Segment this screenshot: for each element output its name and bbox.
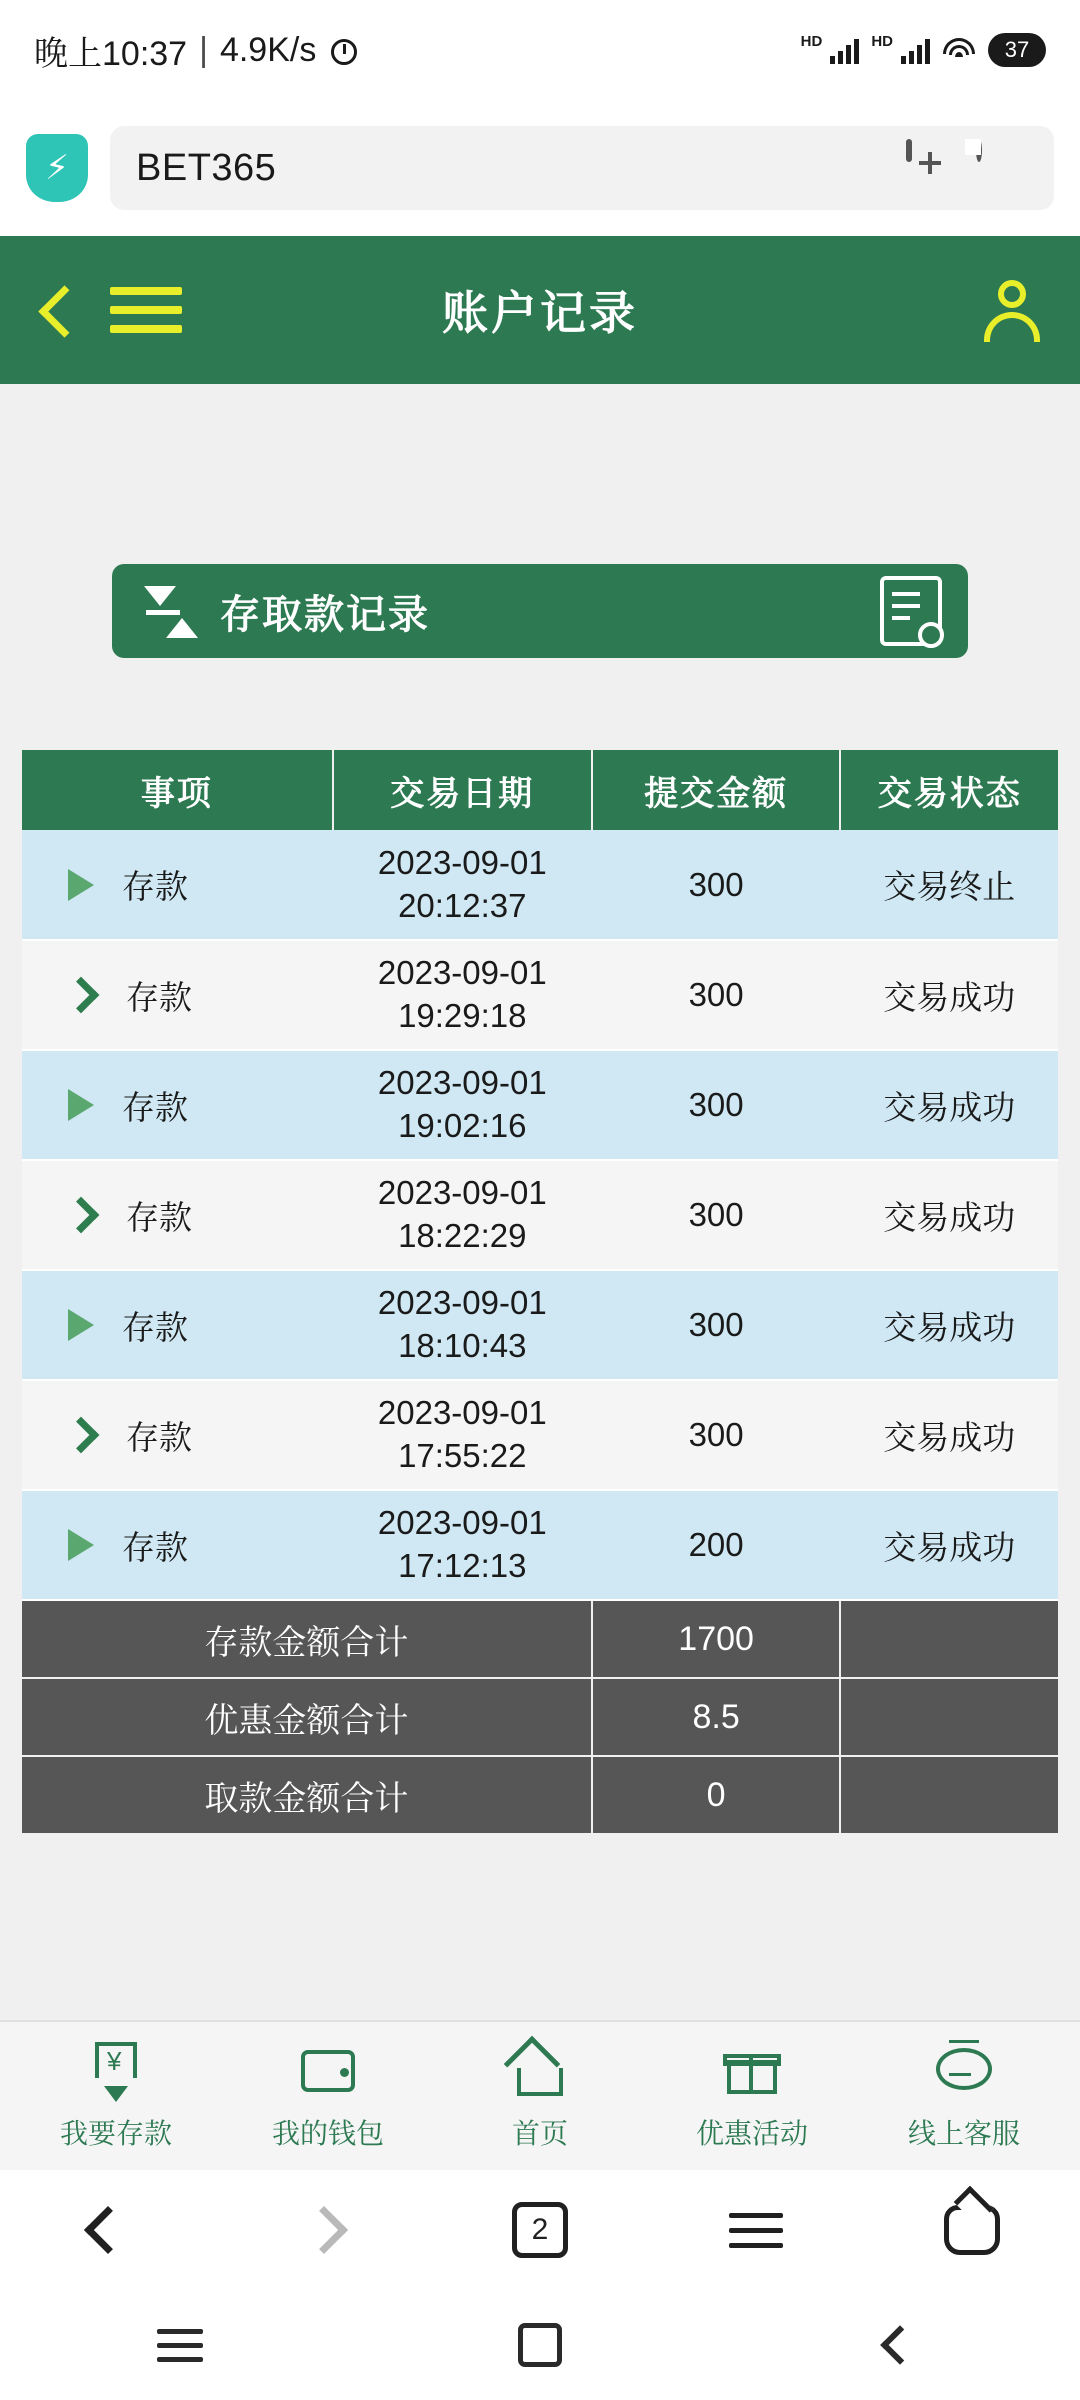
cell-status: 交易成功 — [840, 1380, 1058, 1490]
system-back-icon[interactable] — [840, 2285, 960, 2400]
table-row[interactable] — [22, 940, 1058, 1050]
cell-item — [22, 830, 333, 940]
tab-count-label: 2 — [512, 2202, 568, 2258]
table-row[interactable] — [22, 1490, 1058, 1600]
summary-value: 0 — [592, 1756, 841, 1834]
cell-item — [22, 1270, 333, 1380]
table-row[interactable] — [22, 830, 1058, 940]
cell-amount: 300 — [592, 1160, 841, 1270]
browser-menu-icon[interactable] — [696, 2170, 816, 2290]
summary-empty — [840, 1600, 1058, 1678]
summary-row — [22, 1756, 1058, 1834]
item-label: 存款 — [126, 1198, 192, 1236]
nav-item-home[interactable] — [440, 2040, 640, 2152]
expand-triangle-icon[interactable] — [68, 869, 94, 901]
gift-icon — [719, 2040, 785, 2102]
summary-label: 存款金额合计 — [22, 1600, 592, 1678]
cell-date — [333, 830, 592, 940]
expand-chevron-icon[interactable] — [63, 1197, 100, 1234]
expand-triangle-icon[interactable] — [68, 1089, 94, 1121]
status-separator: | — [199, 30, 208, 69]
system-home-icon[interactable] — [480, 2285, 600, 2400]
column-header-date: 交易日期 — [333, 750, 592, 830]
refresh-icon[interactable] — [976, 142, 1028, 194]
item-label: 存款 — [122, 868, 188, 905]
status-time: 晚上10:37 — [34, 34, 188, 73]
summary-empty — [840, 1678, 1058, 1756]
nav-label: 线上客服 — [907, 2118, 1020, 2149]
item-label: 存款 — [126, 1418, 192, 1456]
time-value: 18:22:29 — [398, 1217, 527, 1254]
status-bar-right — [801, 33, 1046, 67]
cell-date — [333, 1490, 592, 1600]
date-value: 2023-09-01 — [377, 1064, 547, 1102]
cell-amount: 300 — [592, 1050, 841, 1160]
date-value: 2023-09-01 — [377, 1504, 547, 1542]
cell-item — [22, 1160, 333, 1270]
signal-icon-1 — [830, 36, 859, 64]
table-header-row — [22, 750, 1058, 830]
cell-date — [333, 940, 592, 1050]
hd-label-1: HD — [800, 32, 823, 50]
page-title: 账户记录 — [442, 287, 638, 339]
summary-label: 优惠金额合计 — [22, 1678, 592, 1756]
cell-status: 交易成功 — [840, 1270, 1058, 1380]
date-value: 2023-09-01 — [377, 1284, 547, 1322]
home-icon — [507, 2040, 573, 2102]
nav-item-support[interactable] — [864, 2040, 1064, 2152]
cell-amount: 300 — [592, 940, 841, 1050]
browser-address-bar — [0, 100, 1080, 236]
app-bottom-nav — [0, 2020, 1080, 2170]
nav-label: 我的钱包 — [271, 2118, 384, 2149]
deposit-withdraw-icon — [138, 580, 200, 642]
main-content — [0, 384, 1080, 2020]
nav-item-wallet[interactable] — [228, 2040, 428, 2152]
nav-label: 我要存款 — [59, 2118, 172, 2149]
browser-back-icon[interactable] — [48, 2170, 168, 2290]
cell-item — [22, 940, 333, 1050]
cell-item — [22, 1380, 333, 1490]
cell-status: 交易终止 — [840, 830, 1058, 940]
nav-label: 优惠活动 — [695, 2118, 808, 2149]
shield-bolt-icon: ⚡ — [26, 134, 88, 202]
app-header — [0, 236, 1080, 384]
cell-status: 交易成功 — [840, 940, 1058, 1050]
time-value: 19:29:18 — [398, 997, 527, 1034]
status-bar — [0, 0, 1080, 100]
expand-chevron-icon[interactable] — [63, 1417, 100, 1454]
time-value: 19:02:16 — [398, 1107, 527, 1144]
date-value: 2023-09-01 — [377, 843, 547, 881]
time-value: 20:12:37 — [398, 886, 527, 924]
time-value: 17:12:13 — [398, 1547, 527, 1584]
system-nav-bar — [0, 2290, 1080, 2400]
browser-toolbar — [0, 2170, 1080, 2290]
wallet-icon — [295, 2040, 361, 2102]
cell-date — [333, 1270, 592, 1380]
alarm-icon — [328, 33, 362, 67]
item-label: 存款 — [122, 1088, 188, 1126]
item-label: 存款 — [126, 978, 192, 1016]
banner-label: 存取款记录 — [220, 592, 430, 637]
column-header-amount: 提交金额 — [592, 750, 841, 830]
browser-forward-icon[interactable] — [264, 2170, 384, 2290]
table-row[interactable] — [22, 1160, 1058, 1270]
content-spacer — [0, 384, 1080, 564]
battery-indicator: 37 — [988, 33, 1046, 67]
expand-triangle-icon[interactable] — [68, 1529, 94, 1561]
date-value: 2023-09-01 — [377, 1174, 547, 1212]
item-label: 存款 — [122, 1528, 188, 1566]
system-recents-icon[interactable] — [120, 2285, 240, 2400]
summary-value: 1700 — [592, 1600, 841, 1678]
summary-empty — [840, 1756, 1058, 1834]
status-network-speed: 4.9K/s — [219, 30, 317, 69]
summary-row — [22, 1678, 1058, 1756]
user-account-icon[interactable] — [978, 276, 1046, 344]
cell-date — [333, 1050, 592, 1160]
cell-amount: 300 — [592, 1270, 841, 1380]
hamburger-menu-icon[interactable] — [110, 287, 182, 333]
cell-amount: 300 — [592, 1380, 841, 1490]
table-row[interactable] — [22, 1380, 1058, 1490]
expand-chevron-icon[interactable] — [63, 977, 100, 1014]
summary-row — [22, 1600, 1058, 1678]
deposit-icon: ¥ — [83, 2040, 149, 2102]
document-search-icon[interactable] — [880, 576, 942, 646]
cell-status: 交易成功 — [840, 1160, 1058, 1270]
time-value: 17:55:22 — [398, 1437, 527, 1474]
nav-item-deposit[interactable] — [16, 2040, 216, 2152]
date-value: 2023-09-01 — [377, 1394, 547, 1432]
cell-status: 交易成功 — [840, 1490, 1058, 1600]
deposit-withdraw-record-banner[interactable] — [112, 564, 968, 658]
add-bookmark-icon[interactable] — [906, 142, 958, 194]
back-chevron-icon[interactable] — [34, 287, 80, 333]
table-row[interactable] — [22, 1270, 1058, 1380]
table-body — [22, 830, 1058, 1834]
chat-support-icon — [931, 2040, 997, 2102]
date-value: 2023-09-01 — [377, 954, 547, 992]
table-row[interactable] — [22, 1050, 1058, 1160]
browser-home-icon[interactable] — [912, 2170, 1032, 2290]
status-bar-left — [34, 26, 362, 75]
item-label: 存款 — [122, 1308, 188, 1346]
hd-label-2: HD — [871, 32, 893, 50]
summary-value: 8.5 — [592, 1678, 841, 1756]
time-value: 18:10:43 — [398, 1327, 527, 1364]
url-bar[interactable] — [110, 126, 1054, 210]
cell-date — [333, 1380, 592, 1490]
nav-item-promotions[interactable] — [652, 2040, 852, 2152]
nav-label: 首页 — [511, 2118, 568, 2149]
url-text[interactable]: BET365 — [136, 146, 277, 189]
column-header-item: 事项 — [22, 750, 333, 830]
browser-tab-switcher[interactable] — [480, 2170, 600, 2290]
cell-amount: 300 — [592, 830, 841, 940]
cell-item — [22, 1050, 333, 1160]
summary-label: 取款金额合计 — [22, 1756, 592, 1834]
cell-amount: 200 — [592, 1490, 841, 1600]
signal-icon-2 — [901, 36, 930, 64]
cell-date — [333, 1160, 592, 1270]
wifi-icon — [942, 36, 976, 64]
transaction-table — [22, 750, 1058, 1835]
cell-item — [22, 1490, 333, 1600]
cell-status: 交易成功 — [840, 1050, 1058, 1160]
expand-triangle-icon[interactable] — [68, 1309, 94, 1341]
column-header-status: 交易状态 — [840, 750, 1058, 830]
